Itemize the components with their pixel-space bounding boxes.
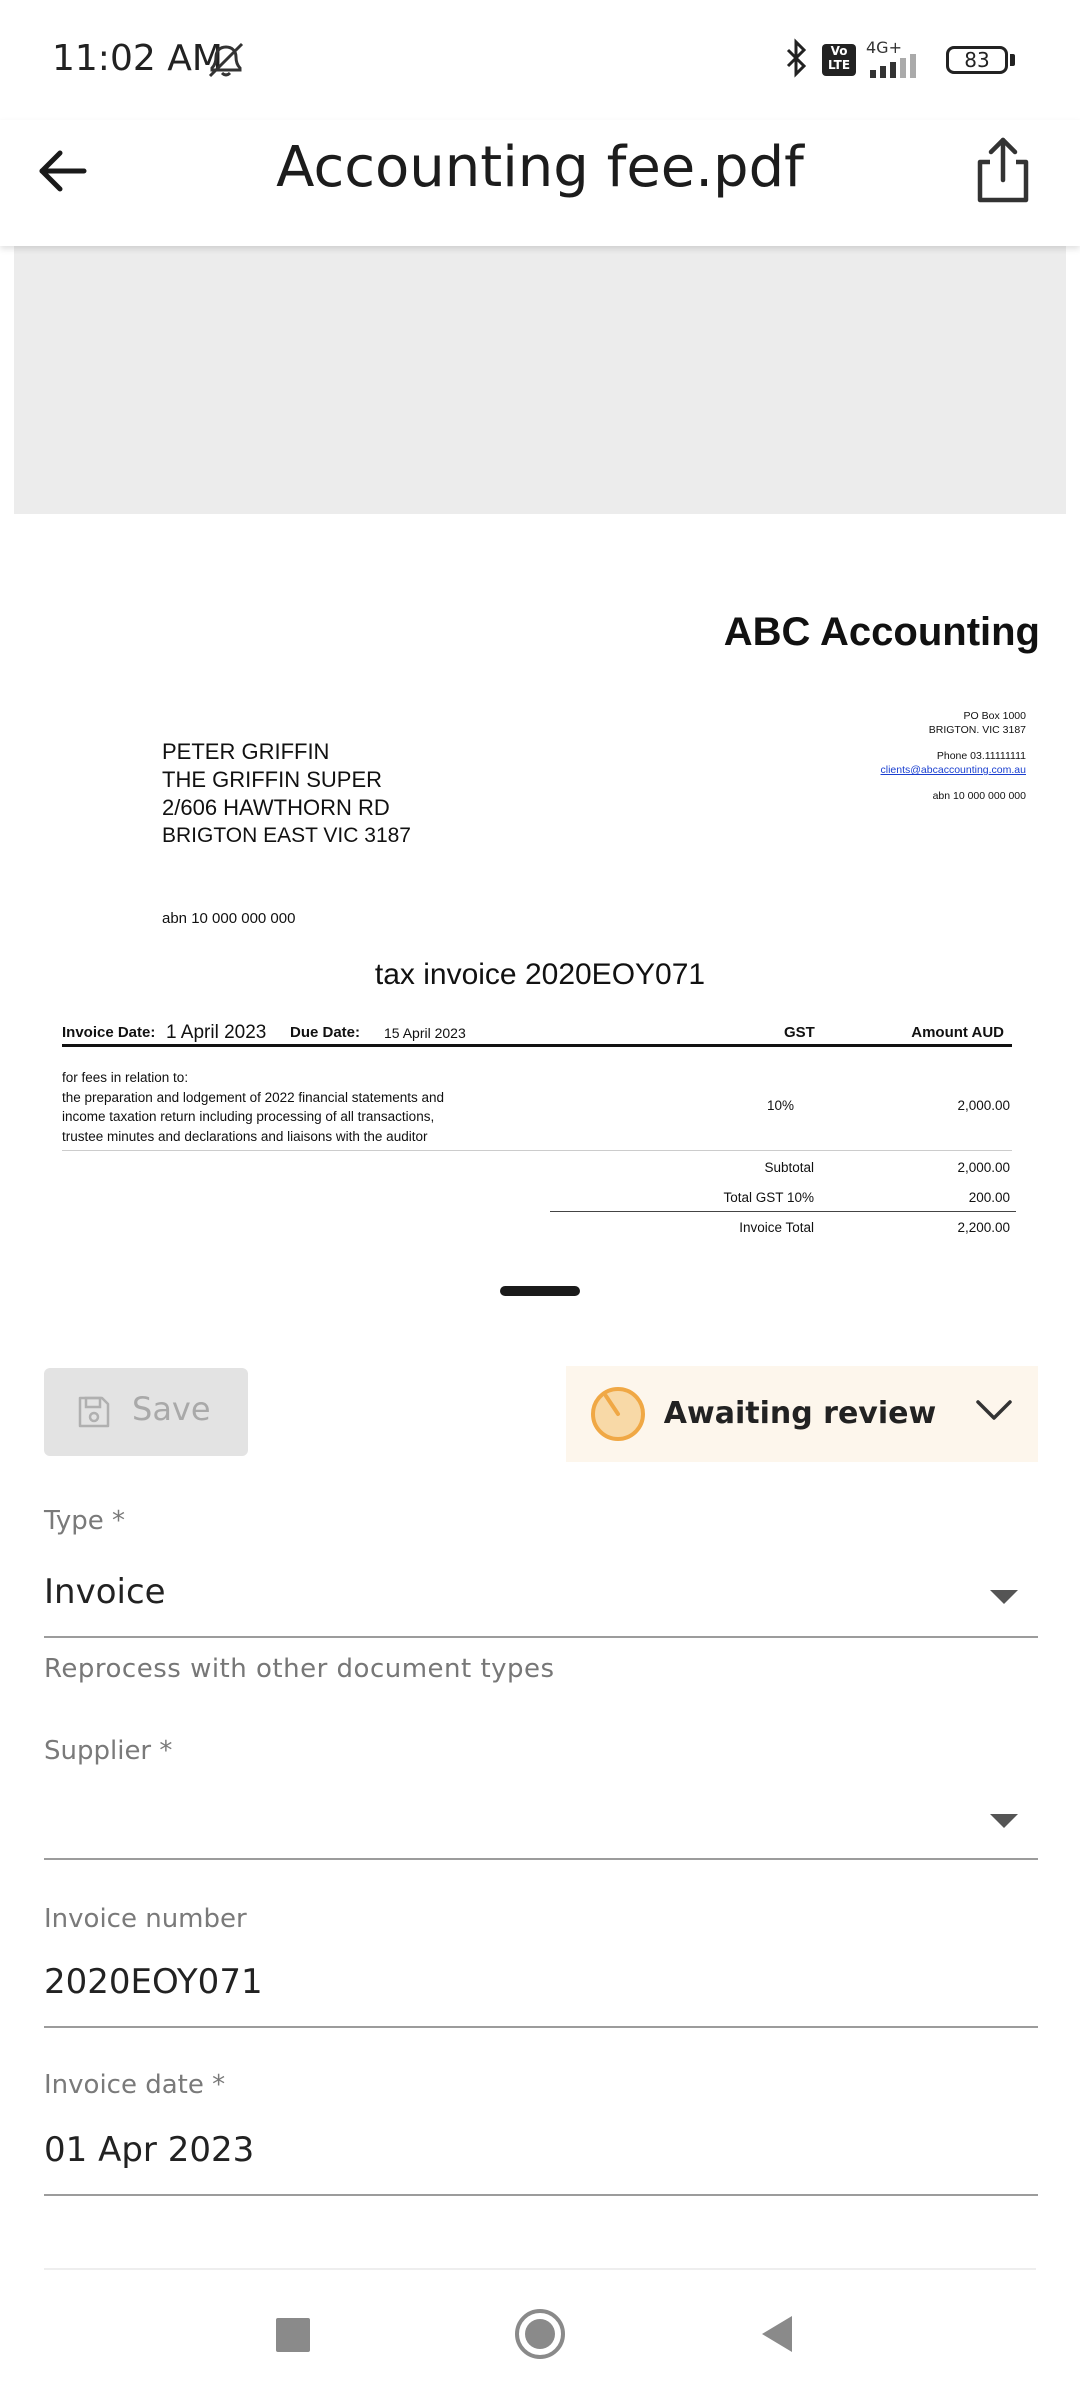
recipient-abn: abn 10 000 000 000 xyxy=(162,910,296,927)
description-line: the preparation and lodgement of 2022 financial statements and xyxy=(62,1089,445,1105)
line-gst: 10% xyxy=(766,1098,794,1113)
arrow-left-icon xyxy=(30,138,96,204)
recipient-line: THE GRIFFIN SUPER xyxy=(162,767,383,792)
amount-column-header: Amount AUD xyxy=(911,1024,1004,1041)
total-label: Subtotal xyxy=(764,1160,814,1175)
status-time: 11:02 AM xyxy=(52,38,223,79)
chevron-down-icon xyxy=(974,1396,1014,1426)
status-label: Awaiting review xyxy=(663,1396,937,1431)
battery-icon: 83 xyxy=(946,46,1008,74)
company-abn: abn 10 000 000 000 xyxy=(932,790,1026,802)
gst-column-header: GST xyxy=(784,1024,815,1041)
bluetooth-icon xyxy=(782,38,812,83)
invoice-date-label: Invoice date * xyxy=(44,2070,226,2100)
type-select-value[interactable]: Invoice xyxy=(44,1572,166,1612)
supplier-label: Supplier * xyxy=(44,1736,173,1766)
total-label: Invoice Total xyxy=(739,1220,814,1235)
due-date-label: Due Date: xyxy=(290,1024,361,1041)
dropdown-arrow-icon[interactable] xyxy=(990,1590,1018,1604)
due-date: 15 April 2023 xyxy=(384,1025,466,1041)
invoice-date-underline xyxy=(44,2194,1038,2196)
invoice-date-input[interactable]: 01 Apr 2023 xyxy=(44,2130,255,2170)
company-phone: Phone 03.11111111 xyxy=(936,750,1026,762)
sheet-drag-handle[interactable] xyxy=(500,1286,580,1296)
back-triangle-icon[interactable] xyxy=(758,2314,796,2359)
line-amount: 2,000.00 xyxy=(957,1098,1010,1113)
invoice-date: 1 April 2023 xyxy=(166,1022,267,1043)
supplier-underline xyxy=(44,1858,1038,1860)
invoice-title: tax invoice 2020EOY071 xyxy=(374,958,706,991)
network-type: 4G+ xyxy=(866,38,902,57)
description-line: trustee minutes and declarations and liaisons with the auditor xyxy=(62,1128,428,1144)
company-email[interactable]: clients@abcaccounting.com.au xyxy=(880,764,1026,776)
recipient-line: PETER GRIFFIN xyxy=(162,739,330,764)
company-suburb: BRIGTON. VIC 3187 xyxy=(928,724,1026,736)
pending-clock-icon xyxy=(588,1384,648,1444)
save-label: Save xyxy=(132,1390,211,1428)
save-icon xyxy=(76,1394,112,1430)
recents-square-icon[interactable] xyxy=(276,2318,310,2352)
invoice-recipient xyxy=(162,738,390,822)
recipient-suburb: BRIGTON EAST VIC 3187 xyxy=(162,824,411,847)
document-title: Accounting fee.pdf xyxy=(276,135,804,200)
totals-divider xyxy=(550,1211,1016,1212)
type-underline xyxy=(44,1636,1038,1638)
save-button[interactable] xyxy=(44,1368,248,1456)
invoice-date-label: Invoice Date: xyxy=(62,1024,156,1041)
battery-tip xyxy=(1010,54,1015,66)
invoice-description xyxy=(62,1068,532,1146)
total-value: 2,200.00 xyxy=(957,1220,1010,1235)
invoice-header-row xyxy=(62,1022,1012,1047)
mute-icon xyxy=(204,40,248,85)
company-po-box: PO Box 1000 xyxy=(963,710,1026,722)
description-line: for fees in relation to: xyxy=(62,1070,189,1085)
invoice-number-underline xyxy=(44,2026,1038,2028)
row-divider xyxy=(62,1150,1012,1151)
invoice-company: ABC Accounting xyxy=(723,610,1040,654)
home-circle-icon[interactable] xyxy=(512,2306,568,2367)
invoice-number-input[interactable]: 2020EOY071 xyxy=(44,1962,263,2002)
invoice-number-label: Invoice number xyxy=(44,1904,247,1934)
pdf-page xyxy=(14,514,1066,1276)
total-value: 200.00 xyxy=(968,1190,1010,1205)
reprocess-hint[interactable]: Reprocess with other document types xyxy=(44,1654,555,1684)
pdf-viewer[interactable] xyxy=(14,246,1066,1276)
share-button[interactable] xyxy=(970,134,1036,206)
total-value: 2,000.00 xyxy=(957,1160,1010,1175)
supplier-select[interactable] xyxy=(44,1800,944,1840)
volte-icon: Vo LTE xyxy=(822,44,856,76)
nav-divider xyxy=(44,2268,1036,2270)
type-label: Type * xyxy=(44,1506,125,1536)
signal-icon xyxy=(866,52,936,83)
dropdown-arrow-icon[interactable] xyxy=(990,1814,1018,1828)
description-line: income taxation return including processing of all transactions, xyxy=(62,1109,435,1124)
share-icon xyxy=(970,134,1036,206)
total-label: Total GST 10% xyxy=(723,1190,814,1205)
status-dropdown[interactable] xyxy=(566,1366,1038,1462)
recipient-line: 2/606 HAWTHORN RD xyxy=(162,795,390,820)
back-button[interactable] xyxy=(30,138,96,204)
